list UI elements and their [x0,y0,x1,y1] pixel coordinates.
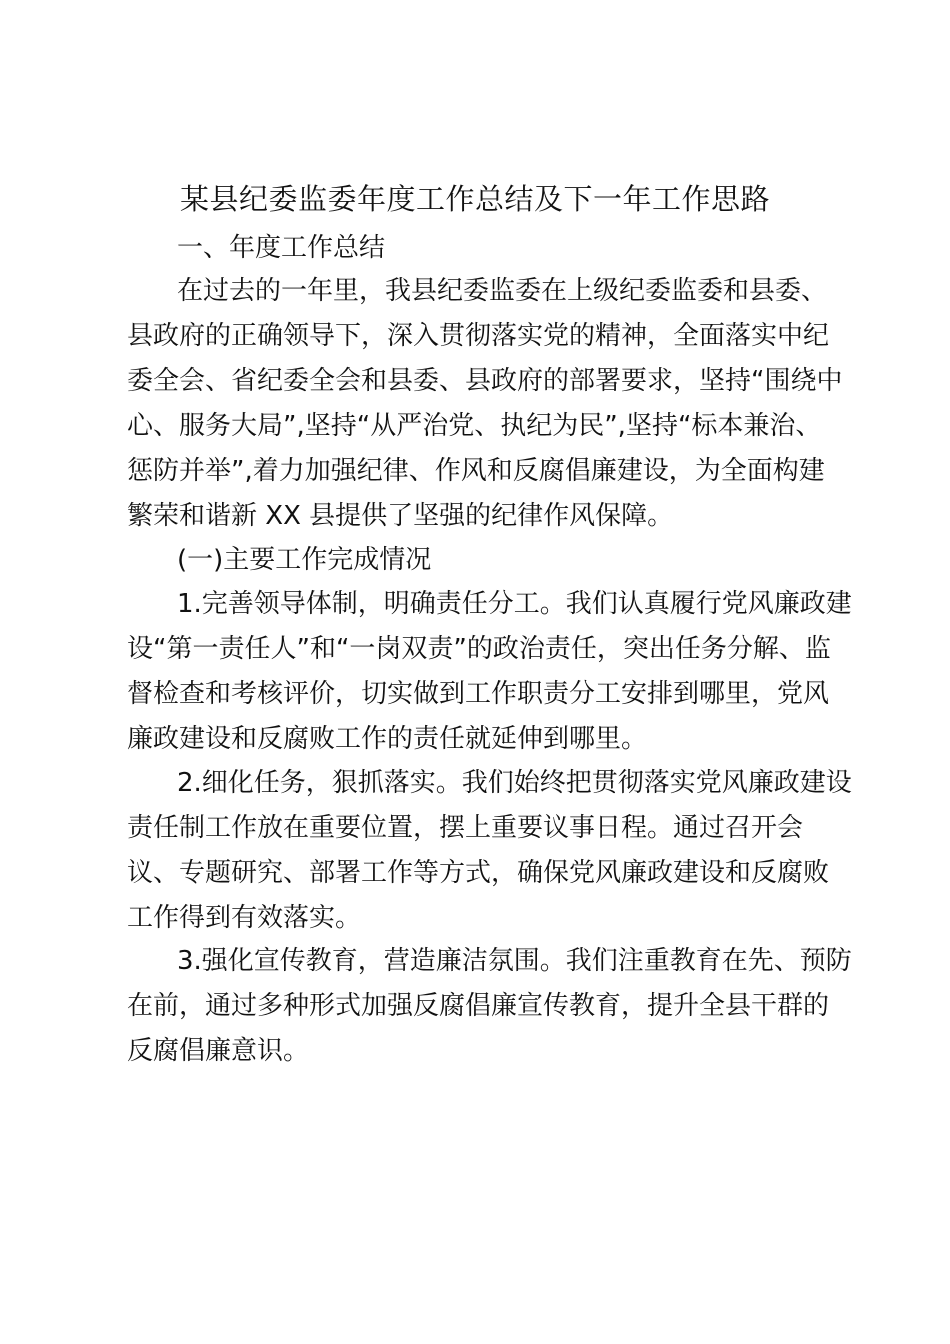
item3-line-2: 在前，通过多种形式加强反腐倡廉宣传教育，提升全县干群的 [127,991,830,1021]
item1-line-3: 督检查和考核评价，切实做到工作职责分工安排到哪里，党风 [127,679,830,709]
subsection-heading: (一)主要工作完成情况 [177,545,432,575]
item2-line-4: 工作得到有效落实。 [127,903,362,933]
section-heading: 一、年度工作总结 [177,233,386,263]
item2-line-3: 议、专题研究、部署工作等方式，确保党风廉政建设和反腐败 [127,858,830,888]
intro-line-5: 惩防并举”,着力加强纪律、作风和反腐倡廉建设，为全面构建 [127,456,825,486]
intro-line-2: 县政府的正确领导下，深入贯彻落实党的精神，全面落实中纪 [127,321,830,351]
item3-line-3: 反腐倡廉意识。 [127,1036,310,1066]
intro-line-6: 繁荣和谐新 XX 县提供了坚强的纪律作风保障。 [127,501,674,531]
item2-line-2: 责任制工作放在重要位置，摆上重要议事日程。通过召开会 [127,813,804,843]
intro-line-3: 委全会、省纪委全会和县委、县政府的部署要求，坚持“围绕中 [127,366,843,396]
item1-line-2: 设“第一责任人”和“一岗双责”的政治责任，突出任务分解、监 [127,634,831,664]
item3-line-1: 3.强化宣传教育，营造廉洁氛围。我们注重教育在先、预防 [177,946,852,976]
intro-line-4: 心、服务大局”,坚持“从严治党、执纪为民”,坚持“标本兼治、 [127,411,822,441]
item2-line-1: 2.细化任务，狠抓落实。我们始终把贯彻落实党风廉政建设 [177,768,852,798]
intro-line-1: 在过去的一年里，我县纪委监委在上级纪委监委和县委、 [177,276,828,306]
item1-line-4: 廉政建设和反腐败工作的责任就延伸到哪里。 [127,724,648,754]
item1-line-1: 1.完善领导体制，明确责任分工。我们认真履行党风廉政建 [177,589,852,619]
document-title: 某县纪委监委年度工作总结及下一年工作思路 [179,182,770,216]
